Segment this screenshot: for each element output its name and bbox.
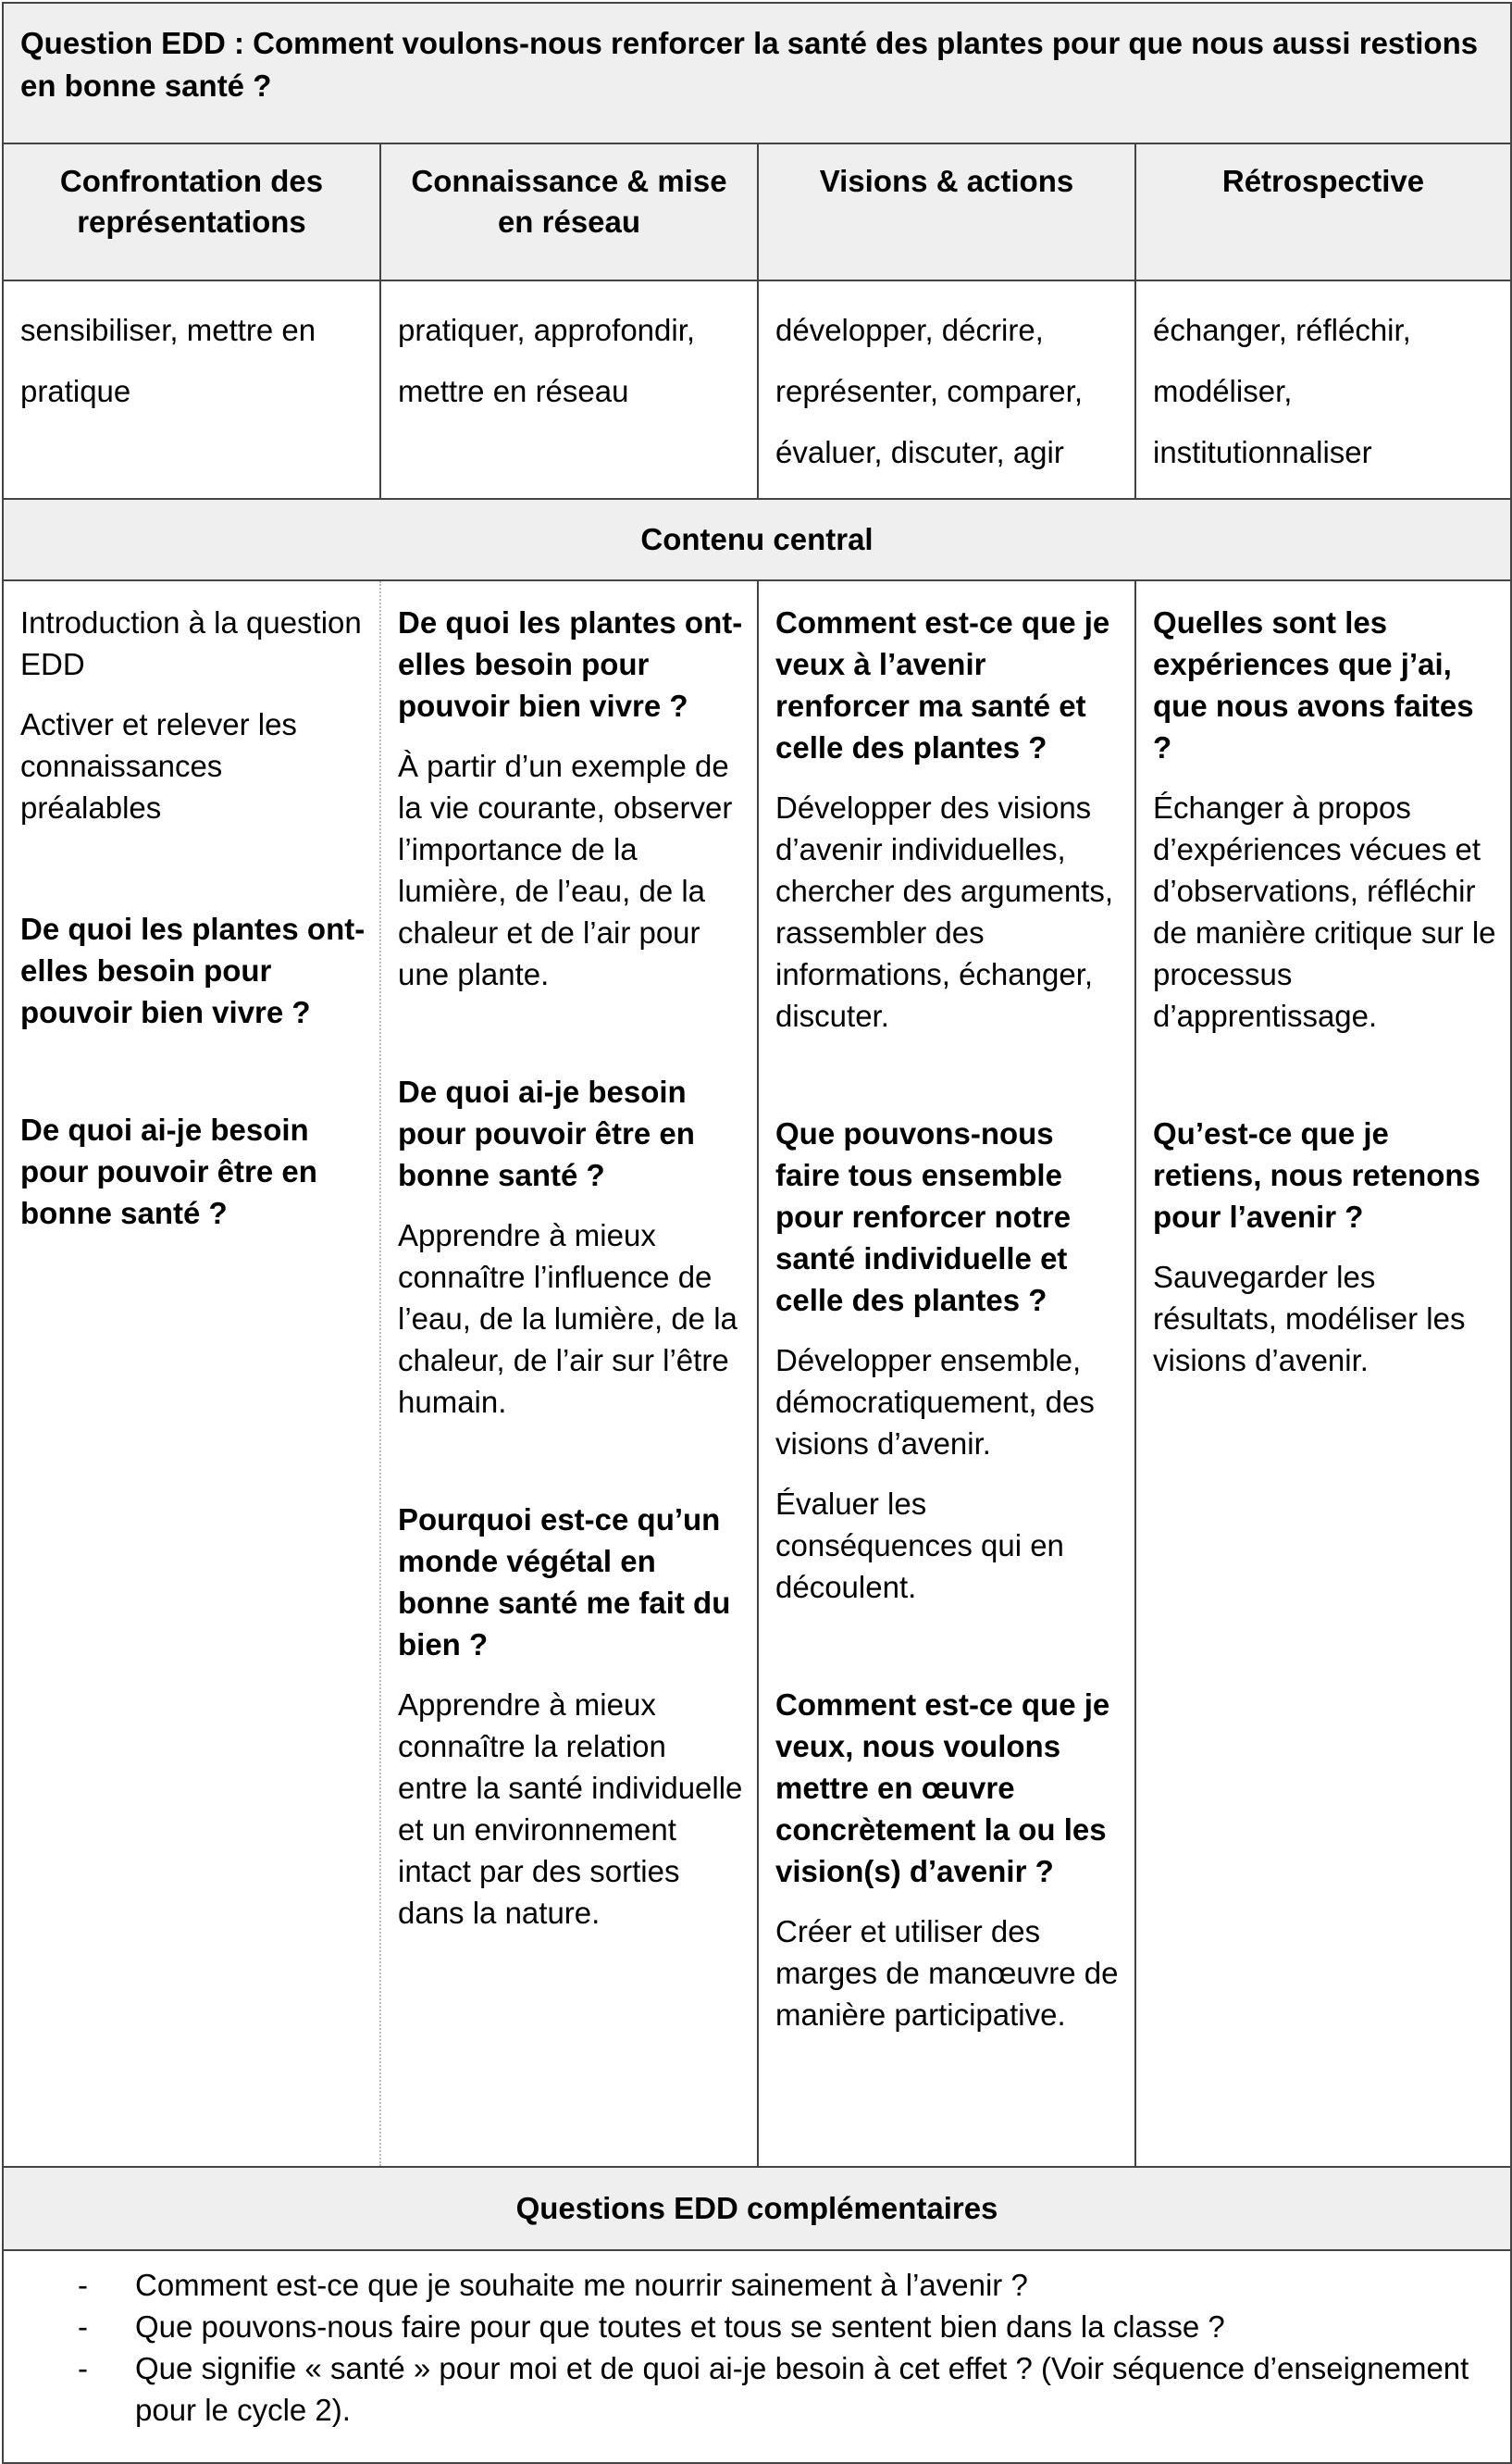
list-item — [20, 2264, 1493, 2306]
text-save-results: Sauvegarder les résultats, modéliser les visions d’avenir. — [1153, 1260, 1466, 1377]
content-column-confrontation — [3, 580, 380, 2167]
phase-verbs-retrospective: échanger, réfléchir, modéliser, institutionnaliser — [1135, 280, 1511, 499]
phase-header-retrospective: Rétrospective — [1135, 143, 1511, 280]
phase-header-connaissance: Connaissance & mise en réseau — [380, 143, 758, 280]
content-column-connaissance — [380, 580, 758, 2167]
extra-questions-list — [20, 2264, 1493, 2431]
text-democratic-visions: Développer ensemble, démocratiquement, des visions d’avenir. — [775, 1343, 1095, 1461]
list-dash: - — [78, 2268, 88, 2302]
question-experiences: Quelles sont les expériences que j’ai, que nous avons faites ? — [1153, 605, 1474, 765]
extra-questions-header: Questions EDD complémentaires — [3, 2167, 1511, 2250]
question-healthy-plants: Pourquoi est-ce qu’un monde végétal en bonne santé me fait du bien ? — [398, 1502, 731, 1661]
central-content-row — [3, 580, 1511, 2167]
intro-text: Introduction à la question EDD — [20, 605, 362, 681]
phase-verbs-visions: développer, décrire, représenter, comparer, évaluer, discuter, agir — [758, 280, 1135, 499]
text-exchange-reflect: Échanger à propos d’expériences vécues et d’observations, réfléchir de manière critique sur le processus d’apprentissage. — [1153, 790, 1496, 1033]
list-item — [20, 2306, 1493, 2347]
extra-questions-row — [3, 2250, 1511, 2463]
content-column-visions — [758, 580, 1135, 2167]
phase-header-visions: Visions & actions — [758, 143, 1135, 280]
question-plants-needs: De quoi les plantes ont-elles besoin pour pouvoir bien vivre ? — [398, 605, 743, 723]
extra-questions-cell — [3, 2250, 1511, 2463]
list-dash: - — [78, 2351, 88, 2385]
question-future-health: Comment est-ce que je veux à l’avenir renforcer ma santé et celle des plantes ? — [775, 605, 1110, 765]
edd-question-title: Question EDD : Comment voulons-nous renforcer la santé des plantes pour que nous aussi restions en bonne santé ? — [3, 3, 1511, 143]
extra-header-row — [3, 2167, 1511, 2250]
text-human-influence: Apprendre à mieux connaître l’influence de l’eau, de la lumière, de la chaleur, de l’air sur l’être humain. — [398, 1218, 737, 1419]
text-individual-visions: Développer des visions d’avenir individuelles, chercher des arguments, rassembler des informations, échanger, discuter. — [775, 790, 1114, 1033]
question-what-we-retain: Qu’est-ce que je retiens, nous retenons pour l’avenir ? — [1153, 1116, 1481, 1234]
text-participative: Créer et utiliser des marges de manœuvre de manière participative. — [775, 1914, 1119, 2032]
text-plants-observation: À partir d’un exemple de la vie courante, observer l’importance de la lumière, de l’eau, de la chaleur et de l’air pour une plante. — [398, 749, 733, 991]
text-nature-outings: Apprendre à mieux connaître la relation entre la santé individuelle et un environnement intact par des sorties dans la nature. — [398, 1687, 743, 1930]
question-implement-visions: Comment est-ce que je veux, nous voulons mettre en œuvre concrètement la ou les vision(s) d’avenir ? — [775, 1687, 1110, 1888]
question-my-needs: De quoi ai-je besoin pour pouvoir être en bonne santé ? — [20, 1113, 317, 1230]
phase-header-row — [3, 143, 1511, 280]
text-evaluate-consequences: Évaluer les conséquences qui en découlent. — [775, 1487, 1064, 1604]
phase-verbs-confrontation: sensibiliser, mettre en pratique — [3, 280, 380, 499]
question-my-needs: De quoi ai-je besoin pour pouvoir être en bonne santé ? — [398, 1075, 695, 1192]
list-item — [20, 2347, 1493, 2431]
title-row — [3, 3, 1511, 143]
list-dash: - — [78, 2309, 88, 2344]
question-together: Que pouvons-nous faire tous ensemble pour renforcer notre santé individuelle et celle des plantes ? — [775, 1116, 1072, 1317]
edd-planning-table — [2, 2, 1512, 2464]
phase-header-confrontation: Confrontation des représentations — [3, 143, 380, 280]
question-plants-needs: De quoi les plantes ont-elles besoin pour pouvoir bien vivre ? — [20, 912, 366, 1029]
content-column-retrospective — [1135, 580, 1511, 2167]
activate-text: Activer et relever les connaissances préalables — [20, 707, 297, 825]
extra-question-text: Comment est-ce que je souhaite me nourrir sainement à l’avenir ? — [135, 2268, 1028, 2302]
extra-question-text: Que pouvons-nous faire pour que toutes et tous se sentent bien dans la classe ? — [135, 2309, 1225, 2344]
extra-question-text: Que signifie « santé » pour moi et de quoi ai-je besoin à cet effet ? (Voir séquence d’enseignement pour le cycle 2). — [135, 2351, 1469, 2427]
central-header-row — [3, 499, 1511, 580]
central-content-header: Contenu central — [3, 499, 1511, 580]
phase-verbs-row — [3, 280, 1511, 499]
phase-verbs-connaissance: pratiquer, approfondir, mettre en réseau — [380, 280, 758, 499]
